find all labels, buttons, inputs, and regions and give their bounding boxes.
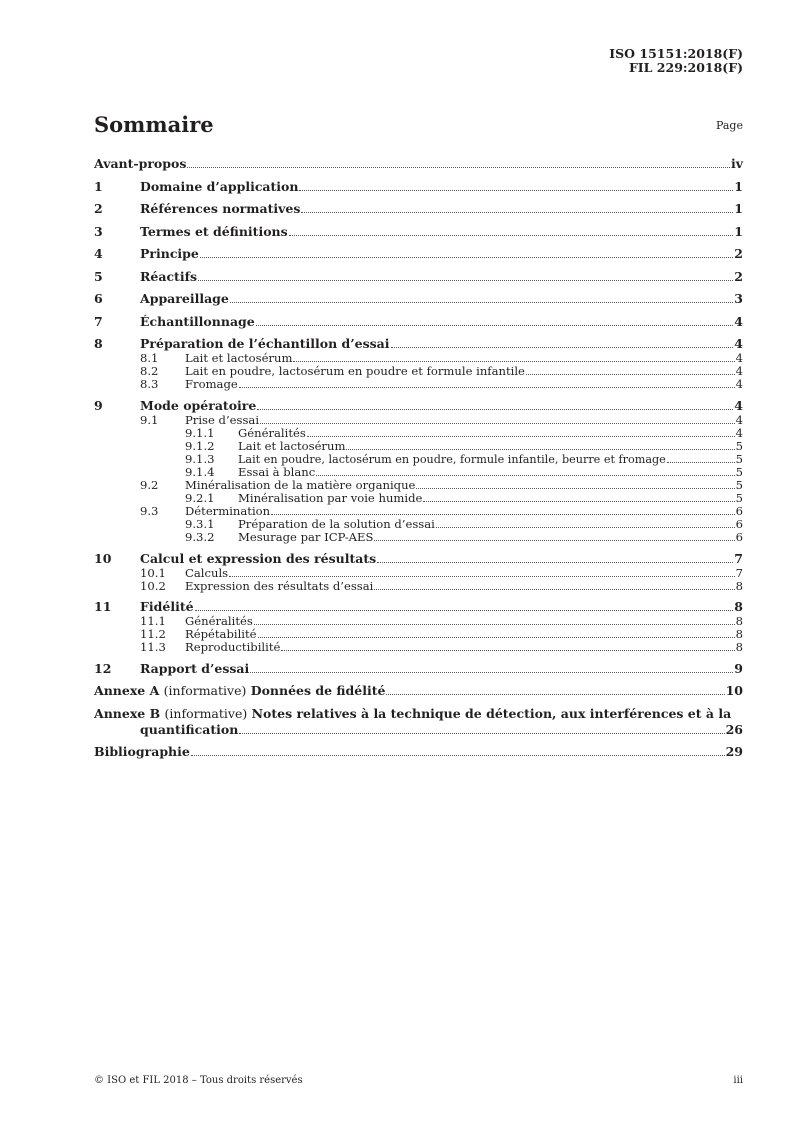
toc-entry-page: 8 <box>735 578 743 593</box>
toc-entry-10-1[interactable] <box>94 567 743 580</box>
toc-entry-number: 6 <box>94 291 103 306</box>
toc-entry-page: 4 <box>735 364 743 378</box>
dot-leader <box>254 624 735 625</box>
annex-prefix: Annexe B <box>94 705 161 721</box>
toc-entry-page: 6 <box>735 504 743 518</box>
annex-b-first-line <box>94 706 743 722</box>
dot-leader <box>200 257 733 258</box>
toc-entry-label: Lait et lactosérum <box>185 351 293 365</box>
toc-entry-avant-propos[interactable] <box>94 156 743 172</box>
toc-entry-8-3[interactable] <box>94 378 743 391</box>
dot-leader <box>423 501 734 502</box>
toc-entry-number: 9.3.2 <box>185 530 215 544</box>
dot-leader <box>667 462 735 463</box>
toc-entry-number: 5 <box>94 268 103 284</box>
toc-entry-3[interactable] <box>94 224 743 240</box>
toc-entry-number: 11 <box>94 599 112 614</box>
dot-leader <box>374 589 734 590</box>
page-column-label: Page <box>715 119 743 132</box>
toc-entry-label: Minéralisation de la matière organique <box>185 478 416 492</box>
toc-entry-number: 9.2 <box>140 478 159 492</box>
toc-entry-label: Mesurage par ICP-AES <box>238 530 374 544</box>
annex-title: Notes relatives à la technique de détection, aux interférences et à la <box>251 705 732 721</box>
dot-leader <box>239 387 735 388</box>
toc-entry-number: 3 <box>94 223 103 239</box>
toc-entry-page: 8 <box>734 599 743 614</box>
annex-type: (informative) <box>163 683 247 698</box>
toc-entry-page: 2 <box>734 268 743 284</box>
annex-prefix: Annexe A <box>94 683 160 698</box>
toc-entry-page: 7 <box>735 565 743 580</box>
toc-entry-number: 9.3 <box>140 504 159 518</box>
toc-entry-7[interactable] <box>94 314 743 330</box>
annex-title-continued: quantification <box>140 721 239 737</box>
toc-entry-number: 8.2 <box>140 364 159 378</box>
toc-entry-page: 4 <box>735 377 743 391</box>
toc-entry-label: Avant-propos <box>94 156 187 171</box>
toc-entry-page: 29 <box>725 744 743 759</box>
toc-entry-page: 1 <box>734 178 743 194</box>
dot-leader <box>301 212 733 213</box>
dot-leader <box>239 733 724 734</box>
toc-entry-number: 4 <box>94 246 103 261</box>
footer-copyright: © ISO et FIL 2018 – Tous droits réservés <box>94 1075 303 1086</box>
toc-entry-page: 4 <box>735 412 743 427</box>
dot-leader <box>307 436 735 437</box>
dot-leader <box>198 280 733 281</box>
toc-entry-annex-b[interactable] <box>94 706 743 738</box>
toc-entry-number: 11.3 <box>140 640 166 654</box>
toc-entry-label: Répétabilité <box>185 627 257 641</box>
toc-entry-number: 10.1 <box>140 565 166 580</box>
toc-entry-label: Échantillonnage <box>140 313 255 329</box>
toc-entry-page: 6 <box>735 517 743 531</box>
toc-entry-page: 4 <box>734 336 743 351</box>
toc-entry-page: 2 <box>734 246 743 261</box>
toc-entry-number: 9.1.2 <box>185 438 215 453</box>
toc-entry-label: Reproductibilité <box>185 640 281 654</box>
toc-entry-label: Domaine d’application <box>140 178 299 194</box>
toc-entry-number: 9.1.3 <box>185 451 215 466</box>
dot-leader <box>250 672 733 673</box>
footer-page-number: iii <box>733 1075 743 1086</box>
toc-entry-12[interactable] <box>94 661 743 677</box>
toc-entry-label: Généralités <box>238 425 306 440</box>
toc-entry-9-1-3[interactable] <box>94 453 743 467</box>
toc-entry-10-2[interactable] <box>94 580 743 593</box>
toc-entry-page: 10 <box>725 683 743 698</box>
dot-leader <box>191 755 725 756</box>
toc-entry-page: 5 <box>735 465 743 479</box>
toc-entry-11-3[interactable] <box>94 641 743 654</box>
toc-entry-number: 8 <box>94 336 103 351</box>
toc-entry-label: Termes et définitions <box>140 223 288 239</box>
dot-leader <box>299 190 733 191</box>
toc-entry-2[interactable] <box>94 201 743 217</box>
toc-entry-number: 9.1.1 <box>185 425 215 440</box>
toc-entry-9[interactable] <box>94 398 743 414</box>
toc-entry-label: Rapport d’essai <box>140 660 250 676</box>
toc-entry-page: 3 <box>734 291 743 306</box>
toc-entry-4[interactable] <box>94 246 743 262</box>
toc-entry-label: Généralités <box>185 614 253 628</box>
annex-b-second-line <box>140 722 743 738</box>
toc-entry-page: 4 <box>734 313 743 329</box>
toc-entry-number: 10.2 <box>140 578 166 593</box>
dot-leader <box>436 527 735 528</box>
toc-entry-5[interactable] <box>94 269 743 285</box>
dot-leader <box>391 347 734 348</box>
toc-entry-page: 4 <box>735 351 743 365</box>
table-of-contents <box>94 156 743 760</box>
toc-entry-label <box>94 683 385 699</box>
dot-leader <box>386 694 724 695</box>
toc-entry-label: Détermination <box>185 504 271 518</box>
toc-entry-page: 8 <box>735 627 743 641</box>
dot-leader <box>377 562 733 563</box>
toc-entry-11[interactable] <box>94 599 743 615</box>
dot-leader <box>526 374 735 375</box>
toc-entry-label: Essai à blanc <box>238 465 316 479</box>
dot-leader <box>187 167 730 168</box>
toc-entry-page: 5 <box>735 491 743 505</box>
toc-entry-label: Fromage <box>185 377 238 391</box>
toc-entry-label: Références normatives <box>140 201 301 216</box>
dot-leader <box>195 610 734 611</box>
toc-entry-number: 11.2 <box>140 627 166 641</box>
toc-entry-annex-a[interactable] <box>94 683 743 699</box>
toc-entry-label: Lait et lactosérum <box>238 438 346 453</box>
toc-entry-label: Minéralisation par voie humide <box>238 491 423 505</box>
toc-entry-label: Calcul et expression des résultats <box>140 550 377 566</box>
toc-entry-page: 4 <box>735 425 743 440</box>
toc-entry-page: iv <box>730 156 743 171</box>
dot-leader <box>289 235 734 236</box>
toc-entry-label: Expression des résultats d’essai <box>185 578 374 593</box>
toc-entry-page: 8 <box>735 640 743 654</box>
toc-entry-1[interactable] <box>94 179 743 195</box>
toc-entry-label: Principe <box>140 246 199 261</box>
toc-entry-number: 9.1 <box>140 412 159 427</box>
toc-entry-number: 7 <box>94 313 103 329</box>
toc-entry-page: 7 <box>734 550 743 566</box>
page-title: Sommaire <box>94 112 214 137</box>
dot-leader <box>281 650 734 651</box>
toc-entry-label: Mode opératoire <box>140 397 257 413</box>
toc-entry-number: 9.1.4 <box>185 465 215 479</box>
toc-entry-label: Bibliographie <box>94 744 190 759</box>
dot-leader <box>230 302 733 303</box>
document-code-iso: ISO 15151:2018(F) <box>609 46 743 61</box>
toc-entry-label: Préparation de l’échantillon d’essai <box>140 336 390 351</box>
toc-entry-page: 1 <box>734 201 743 216</box>
toc-entry-number: 8.3 <box>140 377 159 391</box>
toc-entry-number: 9.2.1 <box>185 491 215 505</box>
toc-entry-page: 5 <box>735 451 743 466</box>
dot-leader <box>293 361 734 362</box>
dot-leader <box>346 449 734 450</box>
toc-entry-number: 1 <box>94 178 103 194</box>
dot-leader <box>229 576 735 577</box>
toc-entry-page: 8 <box>735 614 743 628</box>
toc-entry-number: 2 <box>94 201 103 216</box>
toc-entry-label: Appareillage <box>140 291 229 306</box>
toc-entry-9-1-1[interactable] <box>94 427 743 440</box>
toc-entry-page: 6 <box>735 530 743 544</box>
toc-entry-page: 5 <box>735 478 743 492</box>
toc-entry-label: Réactifs <box>140 268 197 284</box>
toc-entry-9-1[interactable] <box>94 414 743 427</box>
toc-entry-9-3-2[interactable] <box>94 531 743 544</box>
toc-entry-label: Lait en poudre, lactosérum en poudre, formule infantile, beurre et fromage <box>238 452 666 466</box>
toc-entry-bibliographie[interactable] <box>94 744 743 760</box>
toc-entry-10[interactable] <box>94 551 743 567</box>
toc-entry-number: 11.1 <box>140 614 166 628</box>
toc-entry-page: 26 <box>725 721 743 737</box>
document-code-fil: FIL 229:2018(F) <box>628 60 743 75</box>
toc-entry-number: 8.1 <box>140 351 159 365</box>
toc-entry-9-1-2[interactable] <box>94 440 743 453</box>
toc-entry-page: 4 <box>734 397 743 413</box>
dot-leader <box>271 514 734 515</box>
toc-entry-page: 5 <box>735 438 743 453</box>
toc-entry-label: Fidélité <box>140 599 194 614</box>
toc-entry-label: Calculs <box>185 565 229 580</box>
toc-entry-number: 9.3.1 <box>185 517 215 531</box>
dot-leader <box>257 409 733 410</box>
document-header <box>609 47 743 75</box>
dot-leader <box>258 637 735 638</box>
dot-leader <box>416 488 734 489</box>
toc-entry-number: 9 <box>94 397 103 413</box>
dot-leader <box>374 540 734 541</box>
toc-entry-page: 1 <box>734 223 743 239</box>
dot-leader <box>256 325 734 326</box>
toc-entry-number: 12 <box>94 660 112 676</box>
toc-entry-label: Lait en poudre, lactosérum en poudre et formule infantile <box>185 364 525 378</box>
toc-entry-label: Préparation de la solution d’essai <box>238 517 435 531</box>
annex-type: (informative) <box>164 705 248 721</box>
annex-title: Données de fidélité <box>250 683 386 698</box>
toc-entry-8[interactable] <box>94 336 743 352</box>
toc-entry-6[interactable] <box>94 291 743 307</box>
dot-leader <box>316 475 734 476</box>
dot-leader <box>260 423 735 424</box>
toc-entry-number: 10 <box>94 550 112 566</box>
toc-entry-page: 9 <box>734 660 743 676</box>
toc-entry-label: Prise d’essai <box>185 412 260 427</box>
